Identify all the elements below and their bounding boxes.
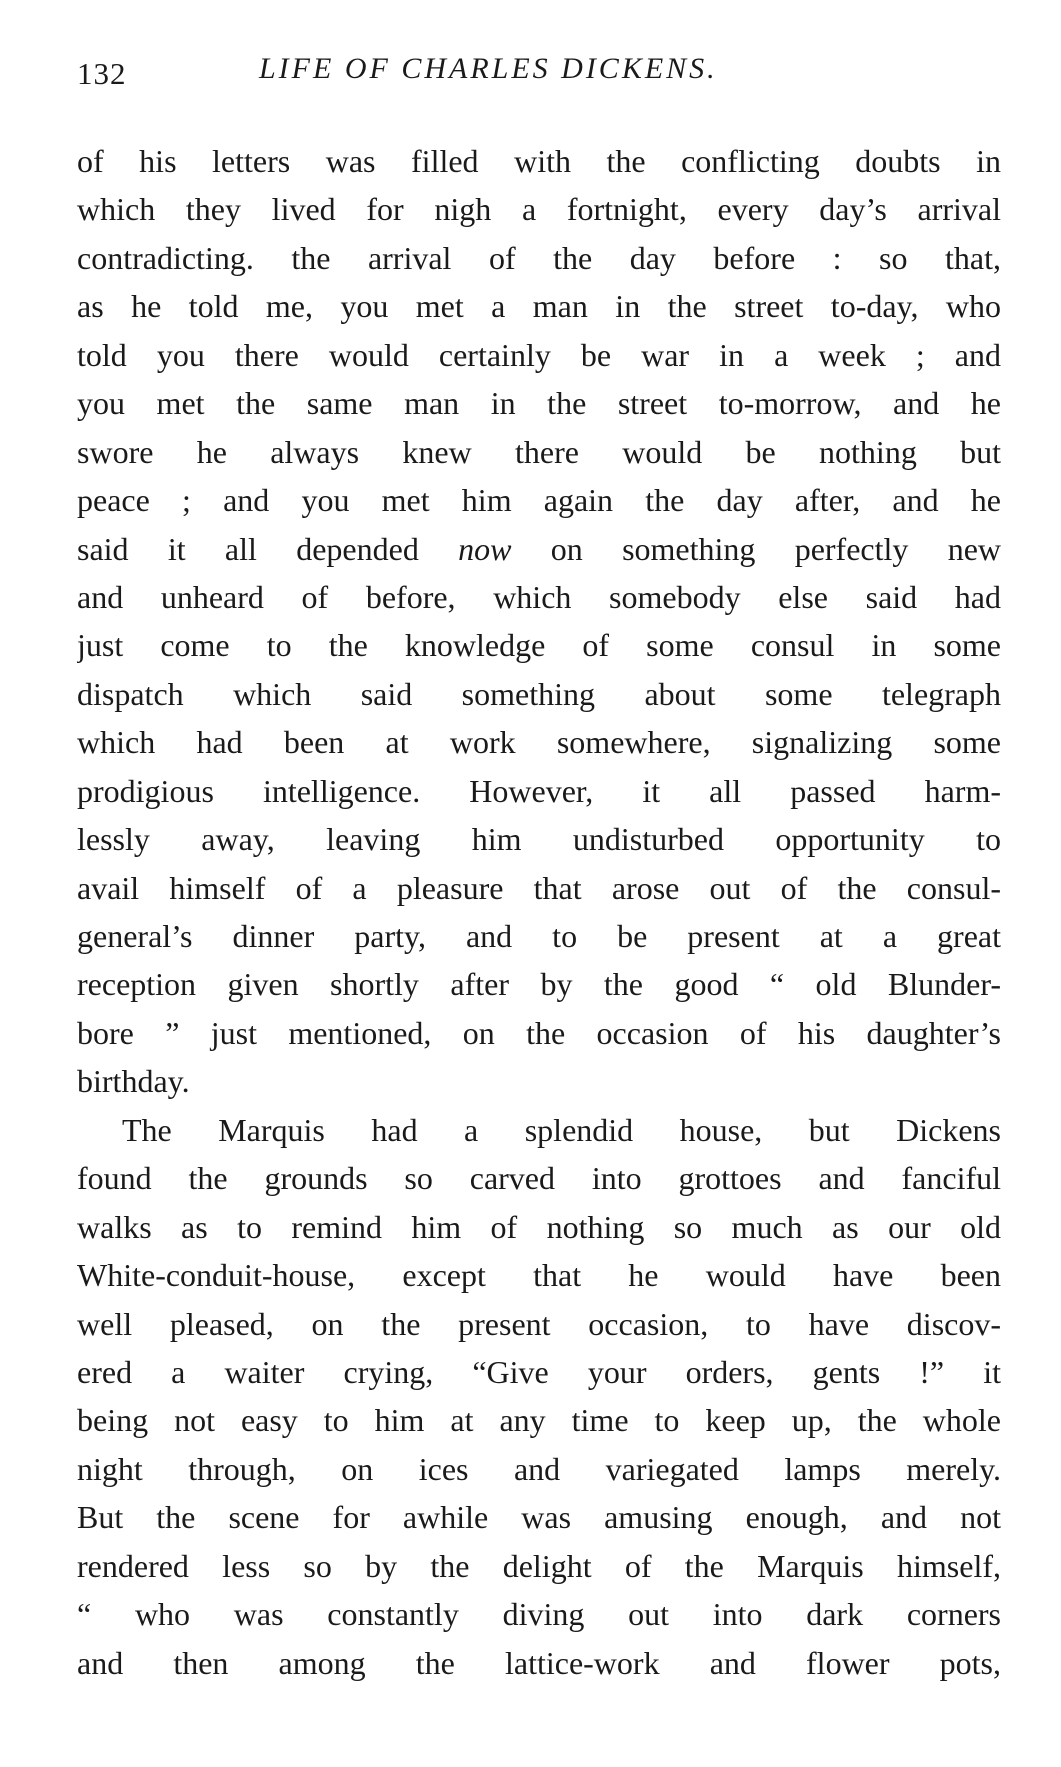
text-line: prodigious intelligence. However, it all passed harm- <box>77 772 1001 809</box>
text-segment: on something perfectly new <box>511 530 1001 567</box>
text-line: and then among the lattice-work and flower pots, <box>77 1644 1001 1681</box>
text-line: lessly away, leaving him undisturbed opportunity to <box>77 821 1001 858</box>
text-line: night through, on ices and variegated lamps merely. <box>77 1450 1001 1487</box>
text-line: rendered less so by the delight of the Marquis himself, <box>77 1547 1001 1584</box>
text-line: general’s dinner party, and to be present at a great <box>77 918 1001 954</box>
text-line: contradicting. the arrival of the day before : so that, <box>77 239 1001 276</box>
text-line: as he told me, you met a man in the street to-day, who <box>77 288 1001 325</box>
paragraph-1 <box>77 137 1001 1106</box>
text-line: But the scene for awhile was amusing enough, and not <box>77 1499 1001 1536</box>
text-line: told you there would certainly be war in a week ; and <box>77 336 1001 373</box>
text-line: dispatch which said something about some telegraph <box>77 675 1001 712</box>
text-line: which they lived for nigh a fortnight, every day’s arrival <box>77 191 1001 228</box>
text-line <box>77 525 1001 573</box>
emphasized-word: now <box>458 530 512 567</box>
paragraph-2 <box>77 1106 1001 1687</box>
text-line: The Marquis had a splendid house, but Dickens <box>122 1111 1001 1148</box>
text-line: being not easy to him at any time to keep up, the whole <box>77 1402 1001 1439</box>
text-line: swore he always knew there would be nothing but <box>77 433 1001 470</box>
text-line: you met the same man in the street to-morrow, and he <box>77 385 1001 422</box>
text-line: well pleased, on the present occasion, to have discov- <box>77 1305 1001 1342</box>
text-line: White-conduit-house, except that he would have been <box>77 1257 1001 1294</box>
running-title: LIFE OF CHARLES DICKENS. <box>259 52 718 85</box>
text-line: found the grounds so carved into grottoes and fanciful <box>77 1160 1001 1197</box>
body-text <box>77 137 1001 1687</box>
text-line: just come to the knowledge of some consul in some <box>77 627 1001 664</box>
text-line: peace ; and you met him again the day after, and he <box>77 482 1001 519</box>
text-line: bore ” just mentioned, on the occasion of his daughter’s <box>77 1014 1001 1051</box>
text-line: of his letters was filled with the conflicting doubts in <box>77 143 1001 179</box>
text-line: birthday. <box>77 1063 190 1100</box>
text-segment: said it all depended <box>77 530 459 567</box>
text-line: walks as to remind him of nothing so much as our old <box>77 1208 1001 1245</box>
text-line: and unheard of before, which somebody else said had <box>77 578 1001 615</box>
text-line: reception given shortly after by the good “ old Blunder- <box>77 966 1001 1003</box>
text-line: avail himself of a pleasure that arose out of the consul- <box>77 869 1001 906</box>
text-line: “ who was constantly diving out into dark corners <box>77 1596 1001 1633</box>
page-number: 132 <box>77 56 127 91</box>
running-head <box>77 48 1001 98</box>
text-line: ered a waiter crying, “Give your orders, gents !” it <box>77 1353 1001 1390</box>
text-line: which had been at work somewhere, signalizing some <box>77 724 1001 761</box>
